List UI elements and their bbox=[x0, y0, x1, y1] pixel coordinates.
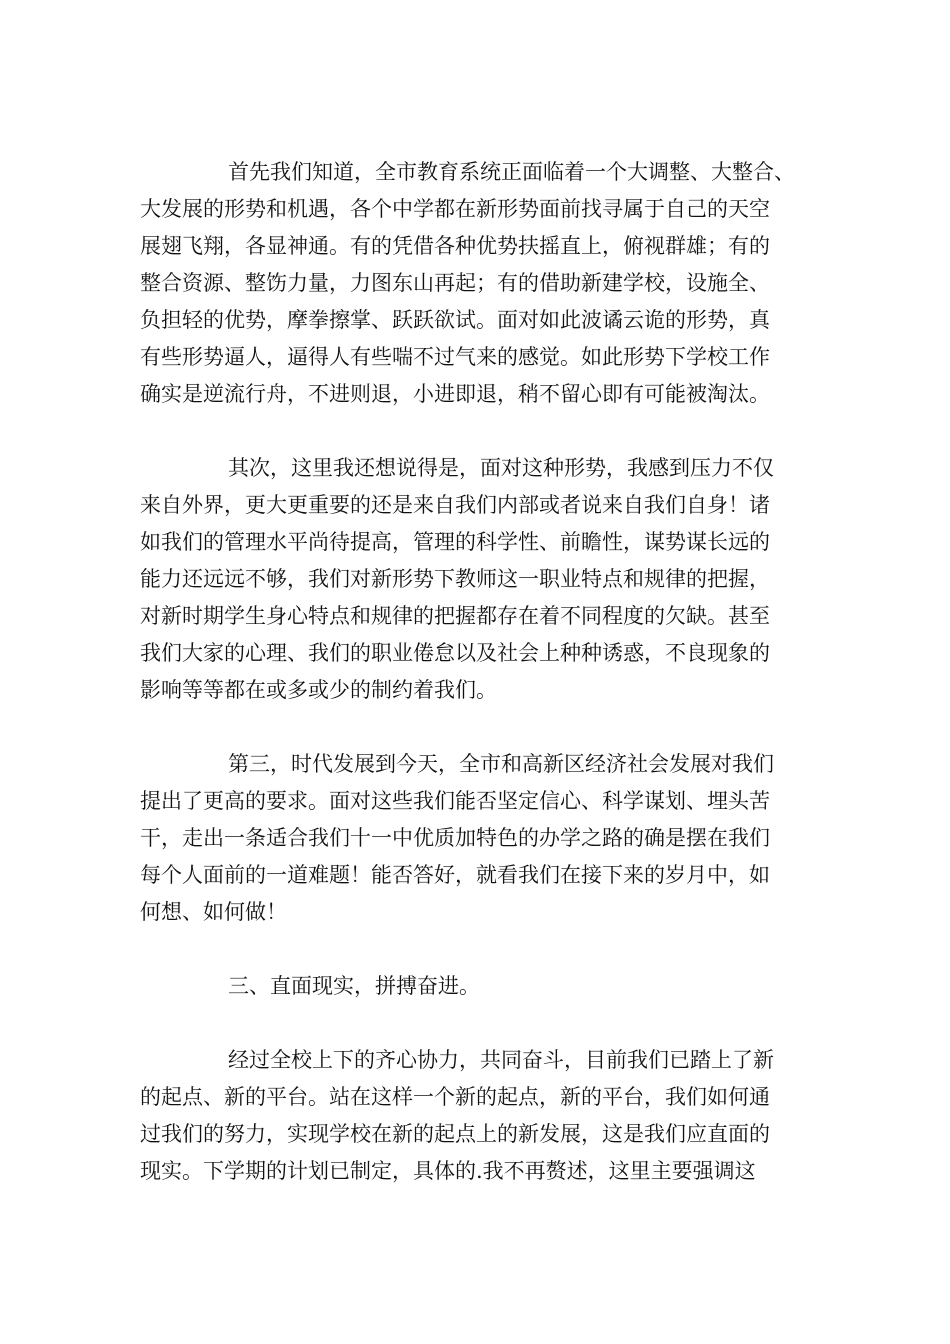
paragraph-line: 确实是逆流行舟，不进则退，小进即退，稍不留心即有可能被淘汰。 bbox=[140, 382, 770, 406]
paragraph-line: 首先我们知道，全市教育系统正面临着一个大调整、大整合、 bbox=[228, 160, 795, 184]
paragraph-line: 展翅飞翔，各显神通。有的凭借各种优势扶摇直上，俯视群雄；有的 bbox=[140, 234, 770, 258]
paragraph-line: 现实。下学期的计划已制定，具体的.我不再赘述，这里主要强调这 bbox=[140, 1159, 756, 1183]
paragraph-line: 的起点、新的平台。站在这样一个新的起点，新的平台，我们如何通 bbox=[140, 1085, 770, 1109]
paragraph-line: 每个人面前的一道难题！能否答好，就看我们在接下来的岁月中，如 bbox=[140, 863, 770, 887]
document-body bbox=[140, 154, 830, 1227]
paragraph-line: 其次，这里我还想说得是，面对这种形势，我感到压力不仅 bbox=[228, 456, 774, 480]
paragraph-line: 如我们的管理水平尚待提高，管理的科学性、前瞻性，谋势谋长远的 bbox=[140, 530, 770, 554]
section-heading bbox=[140, 968, 830, 1005]
paragraph-line: 影响等等都在或多或少的制约着我们。 bbox=[140, 678, 497, 702]
paragraph-line: 能力还远远不够，我们对新形势下教师这一职业特点和规律的把握， bbox=[140, 567, 770, 591]
paragraph-2 bbox=[140, 450, 830, 709]
paragraph-line: 经过全校上下的齐心协力，共同奋斗，目前我们已踏上了新 bbox=[228, 1048, 774, 1072]
paragraph-5 bbox=[140, 1042, 830, 1190]
paragraph-line: 负担轻的优势，摩拳擦掌、跃跃欲试。面对如此波谲云诡的形势，真 bbox=[140, 308, 770, 332]
paragraph-line: 提出了更高的要求。面对这些我们能否坚定信心、科学谋划、埋头苦 bbox=[140, 789, 770, 813]
paragraph-line: 来自外界，更大更重要的还是来自我们内部或者说来自我们自身！诸 bbox=[140, 493, 770, 517]
paragraph-line: 我们大家的心理、我们的职业倦怠以及社会上种种诱惑，不良现象的 bbox=[140, 641, 770, 665]
heading-line: 三、直面现实，拼搏奋进。 bbox=[228, 974, 480, 998]
paragraph-3 bbox=[140, 746, 830, 931]
paragraph-line: 对新时期学生身心特点和规律的把握都存在着不同程度的欠缺。甚至 bbox=[140, 604, 770, 628]
paragraph-line: 整合资源、整饬力量，力图东山再起；有的借助新建学校，设施全、 bbox=[140, 271, 770, 295]
paragraph-line: 过我们的努力，实现学校在新的起点上的新发展，这是我们应直面的 bbox=[140, 1122, 770, 1146]
paragraph-line: 大发展的形势和机遇，各个中学都在新形势面前找寻属于自己的天空 bbox=[140, 197, 770, 221]
paragraph-line: 有些形势逼人，逼得人有些喘不过气来的感觉。如此形势下学校工作 bbox=[140, 345, 770, 369]
paragraph-line: 干，走出一条适合我们十一中优质加特色的办学之路的确是摆在我们 bbox=[140, 826, 770, 850]
paragraph-line: 第三，时代发展到今天，全市和高新区经济社会发展对我们 bbox=[228, 752, 774, 776]
paragraph-line: 何想、如何做！ bbox=[140, 900, 287, 924]
paragraph-1 bbox=[140, 154, 830, 413]
